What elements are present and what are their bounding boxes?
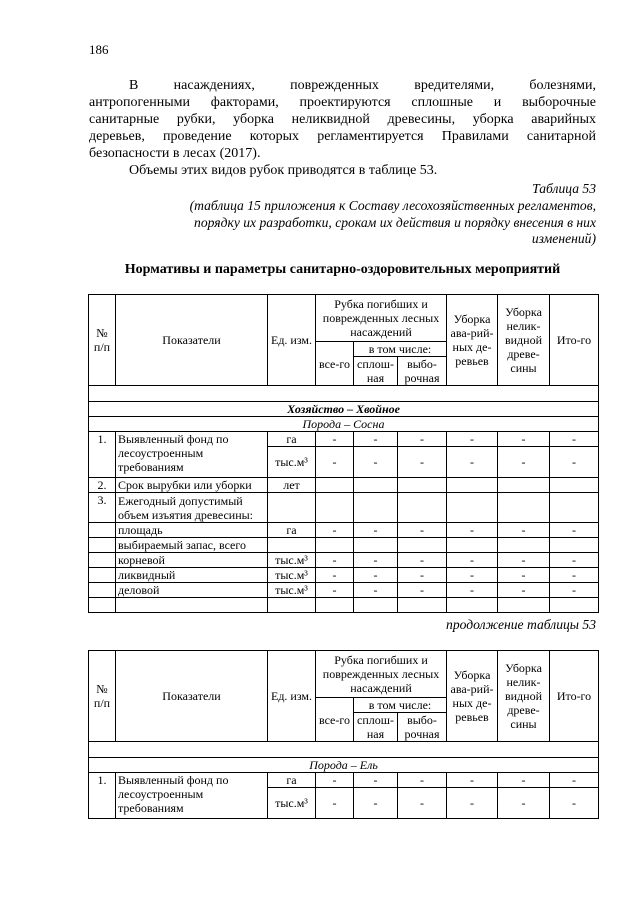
table-row: тыс.м³ - - - - - - — [89, 788, 599, 819]
table-row: корневой тыс.м³ - - - - - - — [89, 553, 599, 568]
header-selective: выбо-рочная — [398, 713, 447, 742]
table-reference — [89, 198, 596, 248]
table-title: Нормативы и параметры санитарно-оздоровительных мероприятий — [124, 262, 561, 277]
header-selective: выбо-рочная — [398, 357, 447, 386]
table-53 — [88, 294, 599, 613]
header-unit: Ед. изм. — [268, 651, 316, 742]
header-felling: Рубка погибших и поврежденных лесных насаждений — [316, 295, 447, 342]
table-row: 2. Срок вырубки или уборки лет — [89, 478, 599, 493]
table-row: 1. Выявленный фонд по лесоустроенным требованиям га - - - - - - — [89, 432, 599, 447]
header-emergency: Уборка ава-рий-ных де-ревьев — [447, 651, 498, 742]
header-total: все-го — [316, 698, 354, 742]
header-clear: сплош-ная — [354, 713, 398, 742]
paragraph-line: санитарные рубки, уборка неликвидной древесины, уборка аварийных — [89, 112, 596, 127]
table-row: деловой тыс.м³ - - - - - - — [89, 583, 599, 598]
table-row: площадь га - - - - - - — [89, 523, 599, 538]
table-row: выбираемый запас, всего — [89, 538, 599, 553]
header-indicators: Показатели — [116, 651, 268, 742]
species-row: Порода – Ель — [89, 758, 599, 773]
table-reference-line: изменений) — [531, 231, 596, 246]
header-clear: сплош-ная — [354, 357, 398, 386]
header-sum: Ито-го — [550, 295, 599, 386]
species-row: Порода – Сосна — [89, 417, 599, 432]
header-incl: в том числе: — [354, 698, 447, 713]
continuation-label: продолжение таблицы 53 — [446, 617, 596, 632]
paragraph-line: антропогенными факторами, проектируются сплошные и выборочные — [89, 95, 596, 110]
header-illiquid: Уборка нелик-видной древе-сины — [498, 295, 550, 386]
header-felling: Рубка погибших и поврежденных лесных насаждений — [316, 651, 447, 698]
page-number: 186 — [89, 42, 109, 57]
header-num: № п/п — [89, 295, 116, 386]
header-num: № п/п — [89, 651, 116, 742]
header-total: все-го — [316, 342, 354, 386]
paragraph-line: В насаждениях, поврежденных вредителями, болезнями, — [129, 78, 596, 93]
header-emergency: Уборка ава-рий-ных де-ревьев — [447, 295, 498, 386]
paragraph-1 — [89, 77, 596, 162]
table-row: 3. Ежегодный допустимый объем изъятия древесины: — [89, 493, 599, 523]
empty-row — [89, 386, 599, 402]
header-illiquid: Уборка нелик-видной древе-сины — [498, 651, 550, 742]
table-reference-line: (таблица 15 приложения к Составу лесохозяйственных регламентов, — [189, 198, 596, 213]
table-reference-line: порядку их разработки, срокам их действия и порядку внесения в них — [194, 214, 596, 230]
paragraph-line: безопасности в лесах (2017). — [89, 146, 261, 161]
empty-row — [89, 742, 599, 758]
table-53-continuation — [88, 650, 599, 819]
header-sum: Ито-го — [550, 651, 599, 742]
table-row: ликвидный тыс.м³ - - - - - - — [89, 568, 599, 583]
header-unit: Ед. изм. — [268, 295, 316, 386]
paragraph-line: деревьев, проведение которых регламентируется Правилами санитарной — [89, 129, 596, 144]
table-row: 1. Выявленный фонд по лесоустроенным требованиям га - - - - - - — [89, 773, 599, 788]
table-row: тыс.м³ - - - - - - — [89, 447, 599, 478]
header-indicators: Показатели — [116, 295, 268, 386]
paragraph-2: Объемы этих видов рубок приводятся в таблице 53. — [129, 163, 438, 178]
farm-row — [89, 402, 599, 417]
farm-label: Хозяйство – Хвойное — [287, 402, 400, 416]
table-row — [89, 598, 599, 613]
header-incl: в том числе: — [354, 342, 447, 357]
table-label: Таблица 53 — [532, 181, 596, 196]
